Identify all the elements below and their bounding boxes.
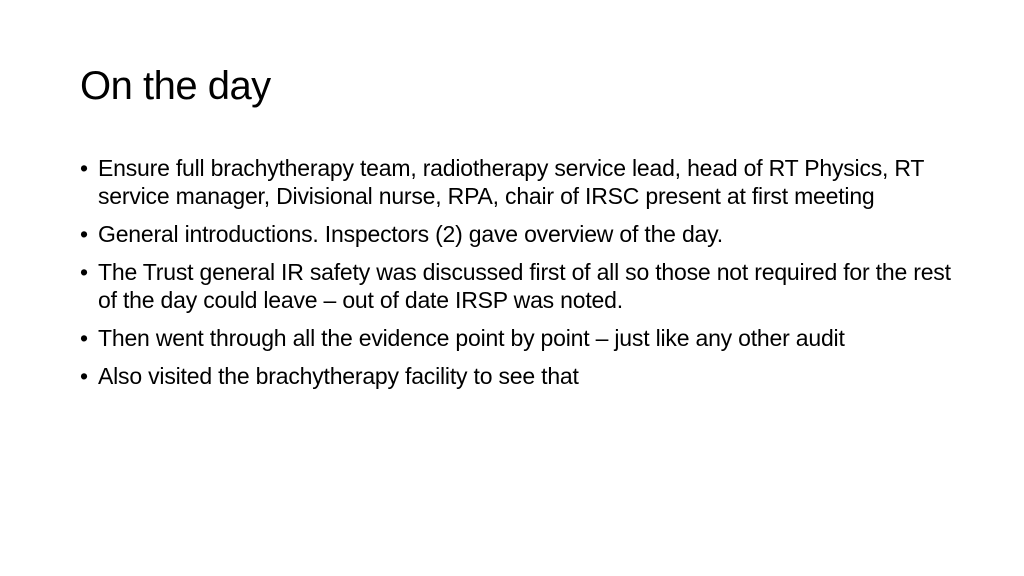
bullet-text: Then went through all the evidence point by point – just like any other audit xyxy=(98,325,845,351)
bullet-text: General introductions. Inspectors (2) gave overview of the day. xyxy=(98,221,723,247)
bullet-item xyxy=(80,324,960,352)
bullet-dot-icon: • xyxy=(80,363,88,389)
bullet-text: Also visited the brachytherapy facility to see that xyxy=(98,363,579,389)
bullet-text: Ensure full brachytherapy team, radiotherapy service lead, head of RT Physics, RT service manager, Divisional nurse, RPA, chair of IRSC present at first meeting xyxy=(98,155,924,209)
bullet-dot-icon: • xyxy=(80,155,88,181)
bullet-item xyxy=(80,220,960,248)
bullet-text: The Trust general IR safety was discussed first of all so those not required for the rest of the day could leave – out of date IRSP was noted. xyxy=(98,259,951,313)
bullet-dot-icon: • xyxy=(80,259,88,285)
bullet-dot-icon: • xyxy=(80,325,88,351)
bullet-item xyxy=(80,258,960,314)
slide-title: On the day xyxy=(80,64,271,108)
bullet-item xyxy=(80,362,960,390)
bullet-list xyxy=(80,154,960,400)
bullet-item xyxy=(80,154,960,210)
bullet-dot-icon: • xyxy=(80,221,88,247)
